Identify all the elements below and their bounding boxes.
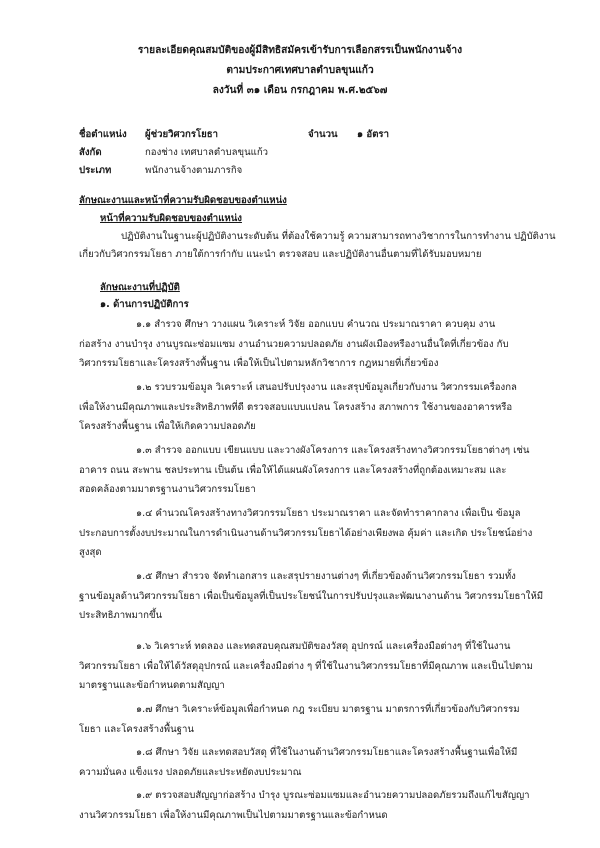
item-line: ๑.๑ สำรวจ ศึกษา วางแผน วิเคราะห์ วิจัย ออกแบบ คำนวณ ประมาณราคา ควบคุม งาน — [136, 319, 496, 330]
item-line: ก่อสร้าง งานบำรุง งานบูรณะซ่อมแซม งานอำนวยความปลอดภัย งานผังเมืองหรืองานอื่นใดที่เกี่ยวข้อง กับ — [79, 339, 509, 350]
quantity-label: จำนวน — [308, 129, 338, 140]
item-line: โครงสร้างพื้นฐาน เพื่อให้เกิดความปลอดภัย — [79, 421, 256, 432]
item-line: มาตรฐานและข้อกำหนดตามสัญญา — [79, 680, 225, 691]
type-label: ประเภท — [79, 165, 112, 176]
document-title-line1: รายละเอียดคุณสมบัติของผู้มีสิทธิสมัครเข้ารับการเลือกสรรเป็นพนักงานจ้าง — [137, 45, 463, 56]
type-value: พนักงานจ้างตามภารกิจ — [145, 165, 243, 176]
item-line: สูงสุด — [79, 547, 102, 558]
item-line: ๑.๙ ตรวจสอบสัญญาก่อสร้าง บำรุง บูรณะซ่อมแซมและอำนวยความปลอดภัยรวมถึงแก้ไขสัญญา — [136, 790, 530, 801]
item-line: ความมั่นคง แข็งแรง ปลอดภัยและประหยัดงบประมาณ — [79, 767, 302, 778]
duties-line: เกี่ยวกับวิศวกรรมโยธา ภายใต้การกำกับ แนะนำ ตรวจสอบ และปฏิบัติงานอื่นตามที่ได้รับมอบหมาย — [79, 249, 482, 260]
item-line: งานวิศวกรรมโยธา เพื่อให้งานมีคุณภาพเป็นไปตามมาตรฐานและข้อกำหนด — [79, 810, 388, 821]
item-line: วิศวกรรมโยธาและโครงสร้างพื้นฐาน เพื่อให้เป็นไปตามหลักวิชาการ กฎหมายที่เกี่ยวข้อง — [79, 358, 439, 369]
item-line: ๑.๗ ศึกษา วิเคราะห์ข้อมูลเพื่อกำหนด กฎ ระเบียบ มาตรฐาน มาตรการที่เกี่ยวข้องกับวิศวกรรม — [136, 704, 520, 715]
duties-title: หน้าที่ความรับผิดชอบของตำแหน่ง — [100, 213, 242, 224]
item-line: ๑.๕ ศึกษา สำรวจ จัดทำเอกสาร และสรุปรายงานต่างๆ ที่เกี่ยวข้องด้านวิศวกรรมโยธา รวมทั้ง — [136, 571, 516, 582]
item-line: เพื่อให้งานมีคุณภาพและประสิทธิภาพที่ดี ตรวจสอบแบบแปลน โครงสร้าง สภาพการ ใช้งานของอาคารหรือ — [79, 402, 513, 413]
duties-line: ปฏิบัติงานในฐานะผู้ปฏิบัติงานระดับต้น ที่ต้องใช้ความรู้ ความสามารถทางวิชาการในการทำงาน ปฏิบัติงาน — [121, 231, 556, 242]
position-value: ผู้ช่วยวิศวกรโยธา — [145, 129, 218, 140]
item-line: ๑.๖ วิเคราะห์ ทดลอง และทดสอบคุณสมบัติของวัสดุ อุปกรณ์ และเครื่องมือต่างๆ ที่ใช้ในงาน — [136, 641, 511, 652]
item-line: ประกอบการตั้งงบประมาณในการดำเนินงานด้านวิศวกรรมโยธาได้อย่างเพียงพอ คุ้มค่า และเกิด ประโยชน์อย่าง — [79, 528, 533, 539]
section-title: ลักษณะงานและหน้าที่ความรับผิดชอบของตำแหน่ง — [79, 195, 287, 206]
work-title: ลักษณะงานที่ปฏิบัติ — [100, 282, 180, 293]
item-line: โยธา และโครงสร้างพื้นฐาน — [79, 724, 194, 735]
document-title-line3: ลงวันที่ ๓๑ เดือน กรกฎาคม พ.ศ.๒๕๖๗ — [212, 85, 388, 96]
item-line: วิศวกรรมโยธา เพื่อให้ได้วัสดุอุปกรณ์ และเครื่องมือต่าง ๆ ที่ใช้ในงานวิศวกรรมโยธาที่มีคุณภาพ และเป็นไปตาม — [79, 661, 533, 672]
operations-title: ๑. ด้านการปฏิบัติการ — [100, 299, 189, 310]
document-title-line2: ตามประกาศเทศบาลตำบลขุนแก้ว — [226, 65, 374, 76]
quantity-value: ๑ อัตรา — [357, 129, 389, 140]
department-label: สังกัด — [79, 147, 102, 158]
item-line: ๑.๔ คำนวณโครงสร้างทางวิศวกรรมโยธา ประมาณราคา และจัดทำราคากลาง เพื่อเป็น ข้อมูล — [136, 508, 521, 519]
item-line: ๑.๓ สำรวจ ออกแบบ เขียนแบบ และวางผังโครงการ และโครงสร้างทางวิศวกรรมโยธาต่างๆ เช่น — [136, 445, 530, 456]
item-line: สอดคล้องตามมาตรฐานงานวิศวกรรมโยธา — [79, 484, 256, 495]
position-label: ชื่อตำแหน่ง — [79, 129, 127, 140]
item-line: ฐานข้อมูลด้านวิศวกรรมโยธา เพื่อเป็นข้อมูลที่เป็นประโยชน์ในการปรับปรุงและพัฒนางานด้าน วิศวกรรมโยธาให้มี — [79, 591, 544, 602]
item-line: ประสิทธิภาพมากขึ้น — [79, 610, 163, 621]
item-line: ๑.๘ ศึกษา วิจัย และทดสอบวัสดุ ที่ใช้ในงานด้านวิศวกรรมโยธาและโครงสร้างพื้นฐานเพื่อให้มี — [136, 747, 518, 758]
item-line: ๑.๒ รวบรวมข้อมูล วิเคราะห์ เสนอปรับปรุงงาน และสรุปข้อมูลเกี่ยวกับงาน วิศวกรรมเครื่องกล — [136, 382, 517, 393]
item-line: อาคาร ถนน สะพาน ชลประทาน เป็นต้น เพื่อให้ได้แผนผังโครงการ และโครงสร้างที่ถูกต้องเหมาะสม และ — [79, 465, 507, 476]
department-value: กองช่าง เทศบาลตำบลขุนแก้ว — [145, 147, 269, 158]
